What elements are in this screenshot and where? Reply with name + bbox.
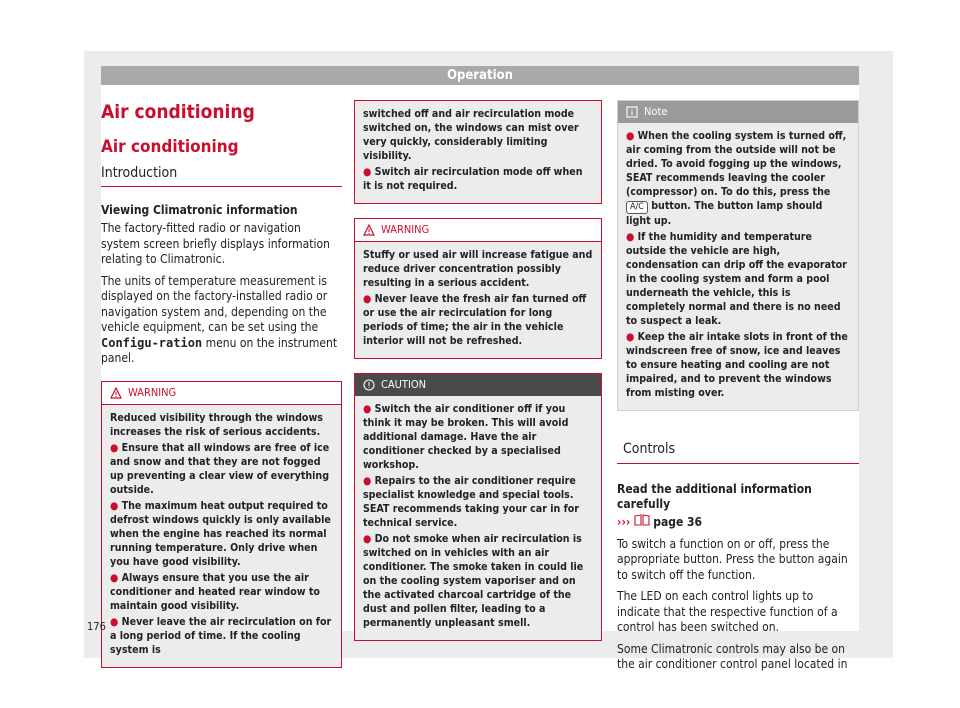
warning-title: WARNING: [128, 385, 177, 399]
caution-box: [354, 373, 602, 641]
column-3: [617, 100, 859, 679]
caution-body: [355, 396, 601, 640]
paragraph-text: menu on the instrument panel.: [101, 335, 338, 365]
paragraph: To switch a function on or off, press the appropriate button. Press the button again to switch off the function.: [617, 536, 848, 582]
info-icon: [626, 106, 638, 118]
warning-intro: Reduced visibility through the windows increases the risk of serious accidents.: [110, 411, 323, 438]
warning-triangle-icon: [363, 224, 375, 236]
warning-body: [355, 242, 601, 358]
warning-continued-body: [355, 101, 601, 203]
warning-body: [102, 405, 341, 667]
warning-bullet: ● The maximum heat output required to defrost windows quickly is only available when the engine has reached its normal running temperature. Only drive when you have good visibility.: [110, 499, 331, 568]
reference-arrows: ›››: [617, 515, 631, 529]
warning-triangle-icon: [110, 387, 122, 399]
page-reference[interactable]: [617, 514, 859, 531]
warning-bullet: ● Switch air recirculation mode off when it is not required.: [363, 166, 583, 192]
caution-bullet: ● Do not smoke when air recirculation is switched on in vehicles with an air conditioner. The smoke taken in could lie on the cooling system vaporiser and on the activated charcoal cartridge of the dust and pollen filter, leading to a permanently unpleasant smell.: [363, 533, 584, 629]
caution-header: [355, 374, 601, 396]
paragraph: Some Climatronic controls may also be on the air conditioner control panel located in: [617, 641, 848, 671]
warning-box-continued: [354, 100, 602, 204]
note-box: [617, 100, 859, 411]
note-bullet: ● If the humidity and temperature outside the vehicle are high, condensation can drip off the evaporator in the cooling system and form a pool underneath the vehicle, this is completely normal and there is no need to suspect a leak.: [626, 231, 847, 327]
menu-name: Configu-ration: [101, 335, 203, 350]
warning-header: [102, 382, 341, 405]
warning-bullet: ● Never leave the air recirculation on for a long period of time. If the cooling system is: [110, 615, 332, 656]
info-circle-icon: [363, 379, 375, 391]
page-header: Operation: [101, 66, 859, 85]
warning-continued-text: switched off and air recirculation mode switched on, the windows can mist over very quickly, considerably limiting visibility.: [363, 108, 579, 162]
note-title: Note: [644, 105, 668, 118]
note-header: [618, 101, 858, 123]
warning-header: [355, 219, 601, 242]
warning-bullet: ● Ensure that all windows are free of ice and snow and that they are not fogged up preventing a clear view of everything outside.: [110, 441, 330, 496]
caution-bullet: ● Switch the air conditioner off if you think it may be broken. This will avoid additional damage. Have the air conditioner checked by a specialised workshop.: [363, 403, 569, 471]
warning-intro: Stuffy or used air will increase fatigue and reduce driver concentration possibly resulting in a serious accident.: [363, 249, 593, 289]
column-1: [101, 85, 342, 668]
section-title: Air conditioning: [101, 137, 239, 157]
caution-title: CAUTION: [381, 378, 427, 391]
book-icon: [634, 514, 650, 526]
paragraph: [101, 274, 342, 367]
subheading: Viewing Climatronic information: [101, 203, 298, 217]
chapter-title: Air conditioning: [101, 101, 255, 123]
warning-box: [101, 381, 342, 668]
page-number: 176: [87, 620, 106, 633]
note-bullet: ● When the cooling system is turned off, air coming from the outside will not be dried. To avoid fogging up the windows, SEAT recommends leaving the cooler (compressor) on. To do this, press the A/C button. The button lamp should light up.: [626, 130, 847, 227]
read-info-text: Read the additional information carefully: [617, 482, 812, 511]
subsection-title: Introduction: [101, 165, 342, 187]
ac-key: A/C: [626, 201, 648, 214]
note-bullet: ● Keep the air intake slots in front of the windscreen free of snow, ice and leaves to ensure heating and cooling are not impaired, and to prevent the windows from misting over.: [626, 331, 848, 399]
paragraph: The factory-fitted radio or navigation system screen briefly displays information relating to Climatronic.: [101, 221, 330, 266]
paragraph: The LED on each control lights up to indicate that the respective function of a control has been switched on.: [617, 589, 838, 634]
caution-bullet: ● Repairs to the air conditioner require specialist knowledge and special tools. SEAT recommends taking your car in for technical service.: [363, 475, 579, 529]
warning-title: WARNING: [381, 223, 430, 236]
controls-heading: Controls: [617, 441, 859, 464]
paragraph-text: The units of temperature measurement is displayed on the factory-installed radio or navigation system and, depending on the vehicle equipment, can be set using the: [101, 273, 328, 334]
page-content: [101, 85, 859, 671]
warning-bullet: ● Always ensure that you use the air conditioner and heated rear window to maintain good visibility.: [110, 571, 320, 612]
column-2: [354, 100, 602, 641]
warning-bullet: ● Never leave the fresh air fan turned off or use the air recirculation for long periods of time; the air in the vehicle interior will not be refreshed.: [363, 293, 587, 347]
note-body: [618, 123, 858, 410]
warning-box: [354, 218, 602, 359]
page-link[interactable]: page 36: [653, 515, 703, 529]
